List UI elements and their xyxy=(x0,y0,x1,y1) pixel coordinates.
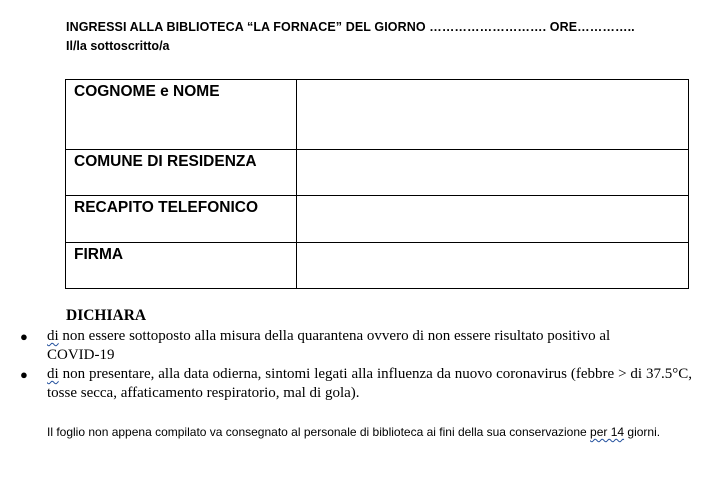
declaration-item-body: non essere sottoposto alla misura della quarantena ovvero di non essere risultato positivo al COVID-19 xyxy=(47,328,611,363)
form-row-residence xyxy=(66,150,689,196)
footer-note-text: Il foglio non appena compilato va consegnato al personale di biblioteca ai fini della sua conservazione xyxy=(47,425,591,439)
declaration-list xyxy=(20,327,692,403)
form-row-signature xyxy=(66,243,689,289)
declaration-item-body: non presentare, alla data odierna, sintomi legati alla influenza da nuovo coronavirus (febbre > di 37.5°C, tosse secca, affaticamento respiratorio, mal di gola). xyxy=(47,366,692,401)
declaration-item xyxy=(20,365,692,403)
form-label-phone: RECAPITO TELEFONICO xyxy=(66,196,297,243)
declaration-item-text xyxy=(47,327,627,365)
registration-form-table xyxy=(65,79,689,289)
bullet-icon: ● xyxy=(20,329,28,344)
declaration-heading: DICHIARA xyxy=(66,307,147,324)
form-label-residence: COMUNE DI RESIDENZA xyxy=(66,150,297,196)
bullet-icon: ● xyxy=(20,367,28,382)
footer-note-end: giorni. xyxy=(624,425,661,439)
document-subtitle: Il/la sottoscritto/a xyxy=(66,39,170,53)
spellcheck-word: di xyxy=(47,366,59,382)
declaration-item xyxy=(20,327,692,365)
declaration-item-text xyxy=(47,365,692,403)
form-label-name: COGNOME e NOME xyxy=(66,80,297,150)
form-label-signature: FIRMA xyxy=(66,243,297,289)
form-field-residence[interactable] xyxy=(297,150,689,196)
footer-note xyxy=(47,423,697,441)
form-field-name[interactable] xyxy=(297,80,689,150)
form-field-phone[interactable] xyxy=(297,196,689,243)
form-field-signature[interactable] xyxy=(297,243,689,289)
document-title: INGRESSI ALLA BIBLIOTECA “LA FORNACE” DEL GIORNO ………………………. ORE………….. xyxy=(66,20,635,34)
form-row-phone xyxy=(66,196,689,243)
spellcheck-word: di xyxy=(47,328,59,344)
form-row-name xyxy=(66,80,689,150)
spellcheck-phrase: per 14 xyxy=(590,425,625,439)
